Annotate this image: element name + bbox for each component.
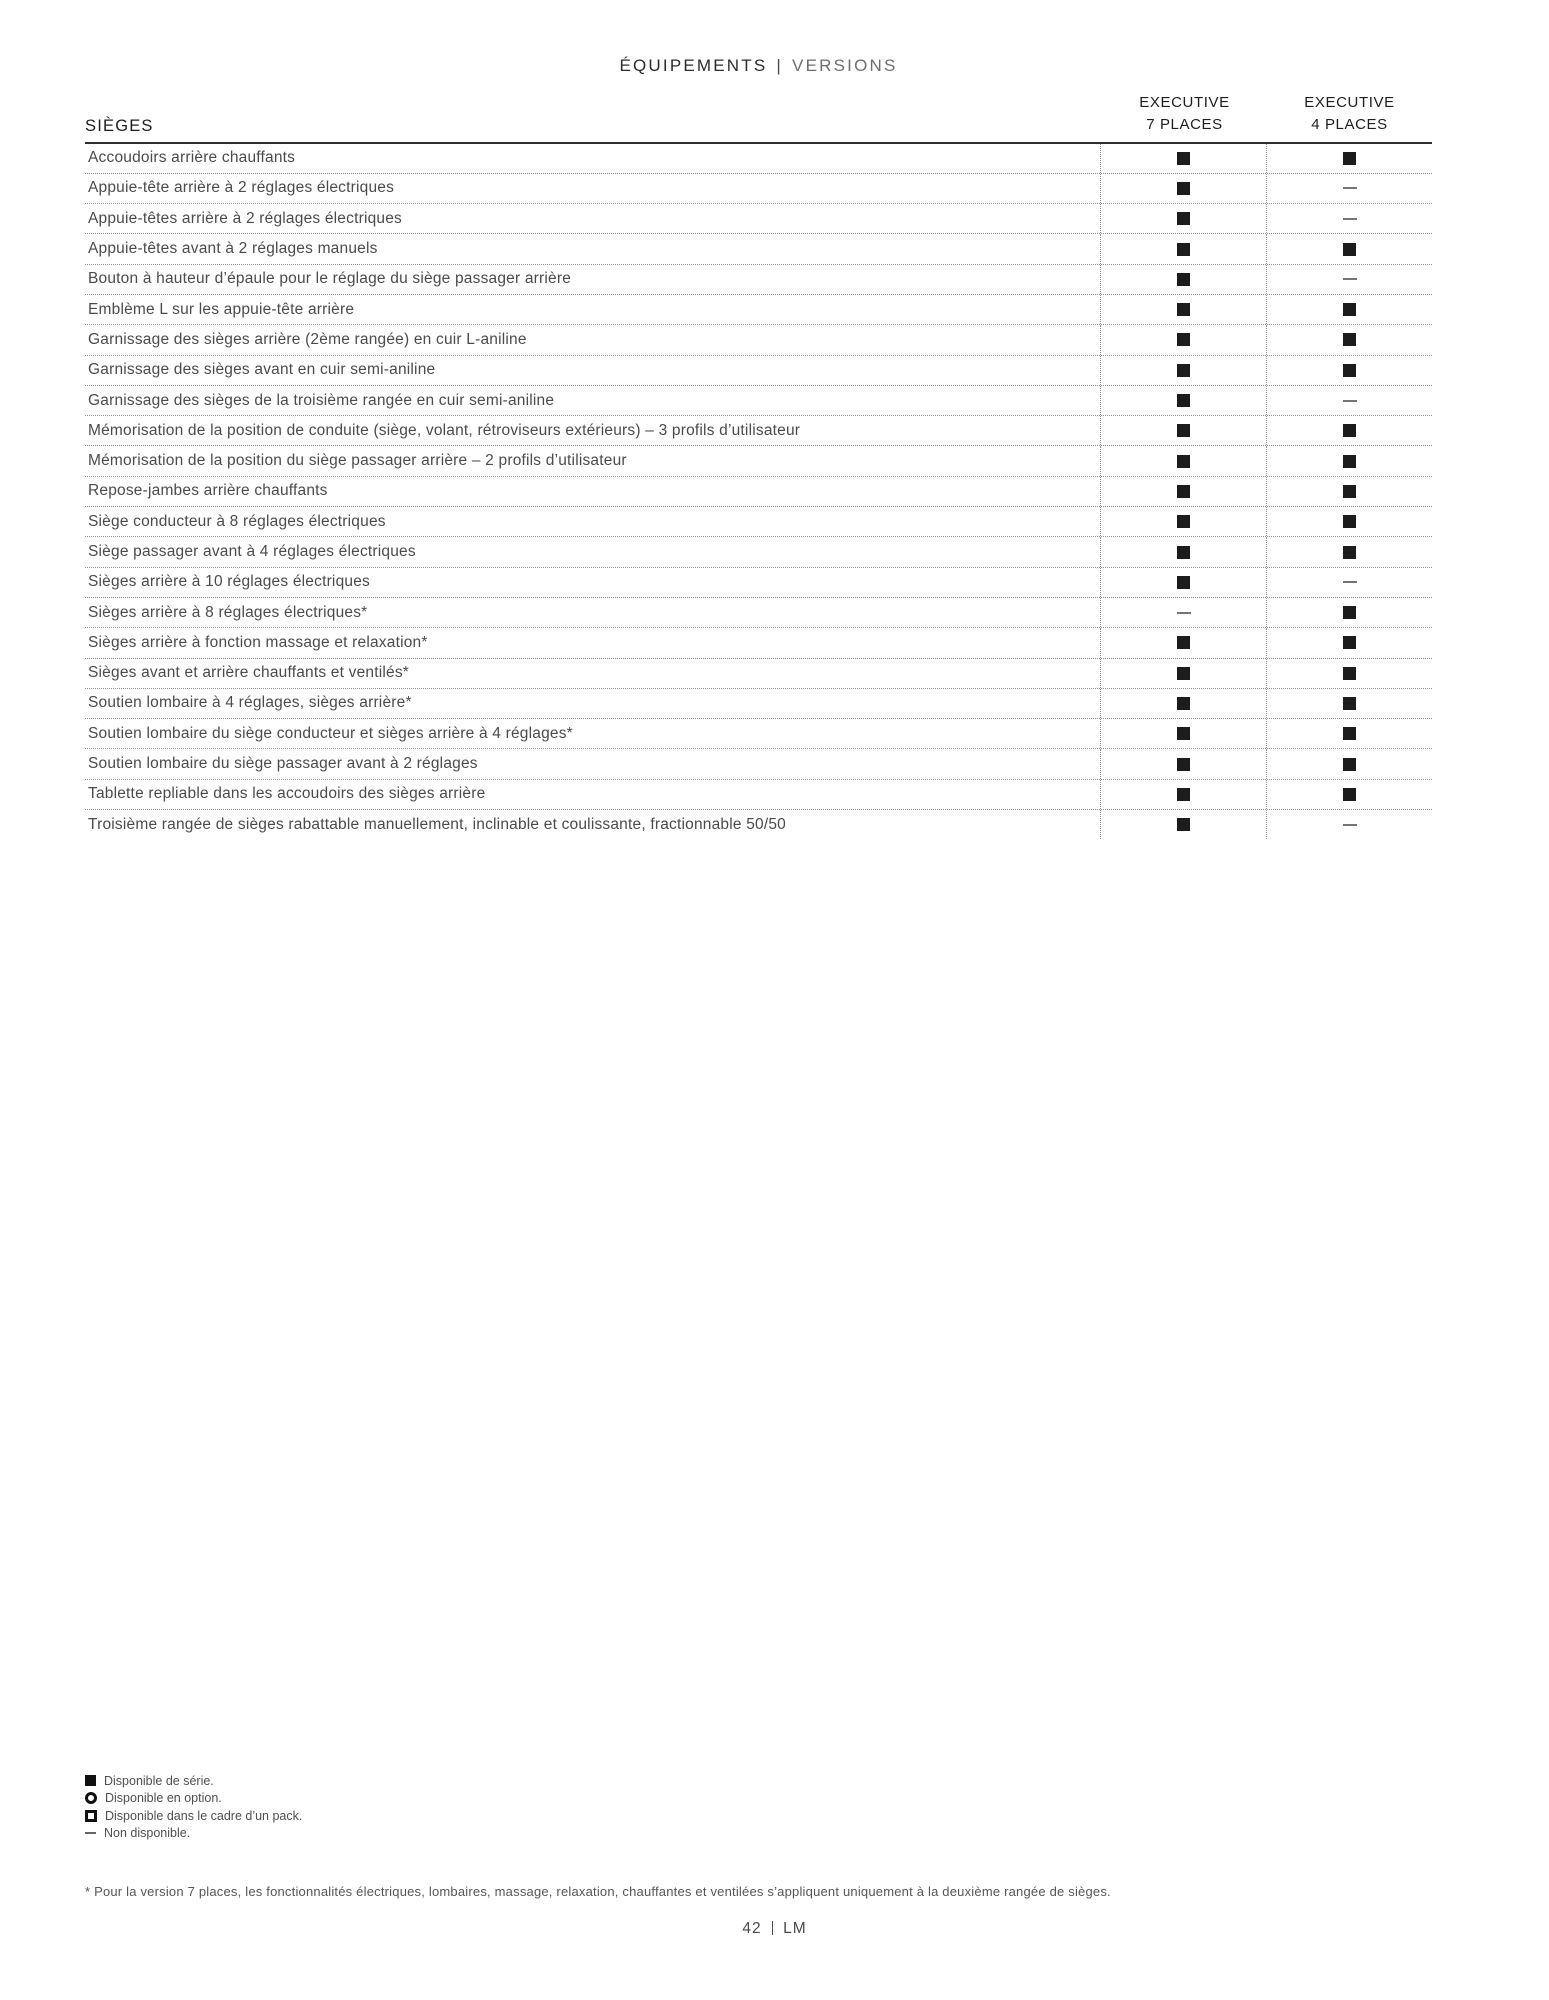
- legend-item: [85, 1807, 302, 1825]
- feature-label: Garnissage des sièges arrière (2ème rangée) en cuir L-aniline: [88, 330, 527, 348]
- feature-label: Repose-jambes arrière chauffants: [88, 482, 328, 500]
- table-row: [85, 780, 1432, 810]
- availability-cell-4-places: [1266, 416, 1432, 445]
- standard-equipment-icon: [1177, 182, 1190, 195]
- standard-equipment-icon: [1343, 758, 1356, 771]
- availability-cell-7-places: [1100, 598, 1266, 627]
- table-row: [85, 507, 1432, 537]
- not-available-icon: [1177, 612, 1191, 614]
- standard-equipment-icon: [1343, 333, 1356, 346]
- table-row: [85, 234, 1432, 264]
- availability-cell-4-places: [1266, 295, 1432, 324]
- feature-label: Troisième rangée de sièges rabattable manuellement, inclinable et coulissante, fractionnable 50/50: [88, 815, 786, 833]
- availability-cell-4-places: [1266, 446, 1432, 475]
- availability-cell-7-places: [1100, 144, 1266, 173]
- standard-equipment-icon: [1343, 515, 1356, 528]
- standard-equipment-icon: [1177, 394, 1190, 407]
- standard-equipment-icon: [1177, 424, 1190, 437]
- feature-label: Garnissage des sièges de la troisième rangée en cuir semi-aniline: [88, 391, 555, 409]
- availability-cell-7-places: [1100, 477, 1266, 506]
- standard-equipment-icon: [1177, 758, 1190, 771]
- page-title-secondary: VERSIONS: [792, 56, 898, 75]
- column-header-line2: 4 PLACES: [1311, 115, 1388, 133]
- availability-cell-4-places: [1266, 719, 1432, 748]
- availability-cell-7-places: [1100, 689, 1266, 718]
- availability-legend: [85, 1772, 302, 1842]
- table-row: [85, 537, 1432, 567]
- availability-cell-7-places: [1100, 416, 1266, 445]
- availability-cell-7-places: [1100, 749, 1266, 778]
- page-footer: [0, 1920, 1549, 1938]
- not-available-icon: [1343, 278, 1357, 280]
- table-row: [85, 446, 1432, 476]
- page-number: 42: [742, 1920, 762, 1937]
- page-title-separator: |: [776, 56, 784, 75]
- standard-equipment-icon: [1343, 636, 1356, 649]
- feature-label: Garnissage des sièges avant en cuir semi-aniline: [88, 361, 436, 379]
- table-row: [85, 144, 1432, 174]
- feature-label: Siège conducteur à 8 réglages électriques: [88, 512, 386, 530]
- feature-label: Sièges arrière à 8 réglages électriques*: [88, 603, 368, 621]
- column-header-line2: 7 PLACES: [1146, 115, 1223, 133]
- feature-label: Mémorisation de la position du siège passager arrière – 2 profils d’utilisateur: [88, 452, 627, 470]
- standard-equipment-icon: [1177, 243, 1190, 256]
- column-header-line1: EXECUTIVE: [1304, 94, 1395, 111]
- availability-cell-4-places: [1266, 689, 1432, 718]
- legend-label: Disponible de série.: [104, 1773, 214, 1788]
- standard-equipment-icon: [1343, 788, 1356, 801]
- standard-equipment-icon: [1177, 697, 1190, 710]
- availability-cell-7-places: [1100, 386, 1266, 415]
- feature-label: Sièges arrière à fonction massage et relaxation*: [88, 633, 428, 651]
- availability-cell-4-places: [1266, 477, 1432, 506]
- availability-cell-4-places: [1266, 749, 1432, 778]
- availability-cell-4-places: [1266, 598, 1432, 627]
- standard-equipment-icon: [1343, 727, 1356, 740]
- standard-equipment-icon: [1177, 636, 1190, 649]
- availability-cell-7-places: [1100, 234, 1266, 263]
- circle-icon: [85, 1792, 97, 1804]
- footnote: * Pour la version 7 places, les fonctionnalités électriques, lombaires, massage, relaxation, chauffantes et ventilées s’appliquent uniquement à la deuxième rangée de sièges.: [85, 1884, 1111, 1899]
- standard-equipment-icon: [1177, 515, 1190, 528]
- feature-label: Appuie-tête arrière à 2 réglages électriques: [88, 179, 395, 197]
- standard-equipment-icon: [1177, 455, 1190, 468]
- table-row: [85, 477, 1432, 507]
- feature-label: Bouton à hauteur d’épaule pour le réglage du siège passager arrière: [88, 270, 572, 288]
- page-title-primary: ÉQUIPEMENTS: [619, 56, 768, 75]
- table-row: [85, 295, 1432, 325]
- availability-cell-4-places: [1266, 325, 1432, 354]
- footer-separator-bar: [772, 1921, 774, 1935]
- availability-cell-4-places: [1266, 386, 1432, 415]
- table-row: [85, 568, 1432, 598]
- not-available-icon: [1343, 824, 1357, 826]
- table-row: [85, 628, 1432, 658]
- feature-label: Soutien lombaire à 4 réglages, sièges arrière*: [88, 694, 412, 712]
- table-row: [85, 598, 1432, 628]
- table-row: [85, 719, 1432, 749]
- standard-equipment-icon: [1177, 212, 1190, 225]
- table-header: [85, 92, 1432, 144]
- availability-cell-4-places: [1266, 568, 1432, 597]
- availability-cell-4-places: [1266, 810, 1432, 839]
- availability-cell-4-places: [1266, 204, 1432, 233]
- table-row: [85, 174, 1432, 204]
- feature-label: Sièges arrière à 10 réglages électriques: [88, 573, 370, 591]
- page-title: [85, 56, 1432, 76]
- availability-cell-7-places: [1100, 780, 1266, 809]
- availability-cell-7-places: [1100, 204, 1266, 233]
- table-row: [85, 386, 1432, 416]
- standard-equipment-icon: [1343, 303, 1356, 316]
- standard-equipment-icon: [1177, 667, 1190, 680]
- availability-cell-7-places: [1100, 295, 1266, 324]
- open-square-icon: [85, 1810, 97, 1822]
- standard-equipment-icon: [1343, 546, 1356, 559]
- standard-equipment-icon: [1343, 243, 1356, 256]
- availability-cell-4-places: [1266, 659, 1432, 688]
- standard-equipment-icon: [1177, 273, 1190, 286]
- availability-cell-4-places: [1266, 174, 1432, 203]
- availability-cell-7-places: [1100, 568, 1266, 597]
- availability-cell-4-places: [1266, 780, 1432, 809]
- standard-equipment-icon: [1177, 788, 1190, 801]
- not-available-icon: [1343, 400, 1357, 402]
- feature-label: Tablette repliable dans les accoudoirs des sièges arrière: [88, 785, 486, 803]
- standard-equipment-icon: [1177, 485, 1190, 498]
- section-label: SIÈGES: [85, 116, 154, 135]
- legend-item: [85, 1790, 302, 1808]
- standard-equipment-icon: [1177, 546, 1190, 559]
- table-row: [85, 204, 1432, 234]
- availability-cell-7-places: [1100, 507, 1266, 536]
- table-row: [85, 749, 1432, 779]
- standard-equipment-icon: [1343, 697, 1356, 710]
- standard-equipment-icon: [1177, 364, 1190, 377]
- legend-item: [85, 1772, 302, 1790]
- availability-cell-7-places: [1100, 325, 1266, 354]
- availability-cell-4-places: [1266, 507, 1432, 536]
- availability-cell-4-places: [1266, 628, 1432, 657]
- feature-label: Accoudoirs arrière chauffants: [88, 149, 296, 167]
- table-row: [85, 810, 1432, 839]
- availability-cell-7-places: [1100, 174, 1266, 203]
- legend-label: Disponible en option.: [105, 1791, 222, 1806]
- table-row: [85, 416, 1432, 446]
- column-header-executive-7-places: [1102, 92, 1267, 136]
- availability-cell-7-places: [1100, 628, 1266, 657]
- legend-label: Non disponible.: [104, 1826, 191, 1841]
- dash-icon: [85, 1832, 96, 1834]
- standard-equipment-icon: [1177, 576, 1190, 589]
- feature-label: Soutien lombaire du siège passager avant à 2 réglages: [88, 755, 478, 773]
- standard-equipment-icon: [1343, 424, 1356, 437]
- not-available-icon: [1343, 187, 1357, 189]
- availability-cell-7-places: [1100, 446, 1266, 475]
- availability-cell-4-places: [1266, 265, 1432, 294]
- table-row: [85, 689, 1432, 719]
- availability-cell-4-places: [1266, 537, 1432, 566]
- table-row: [85, 265, 1432, 295]
- feature-label: Appuie-têtes avant à 2 réglages manuels: [88, 240, 378, 258]
- availability-cell-7-places: [1100, 356, 1266, 385]
- standard-equipment-icon: [1343, 152, 1356, 165]
- availability-cell-4-places: [1266, 356, 1432, 385]
- feature-label: Mémorisation de la position de conduite (siège, volant, rétroviseurs extérieurs) – 3 profils d’utilisateur: [88, 421, 801, 439]
- features-table-body: [85, 144, 1432, 840]
- feature-label: Soutien lombaire du siège conducteur et sièges arrière à 4 réglages*: [88, 724, 573, 742]
- availability-cell-7-places: [1100, 659, 1266, 688]
- feature-label: Sièges avant et arrière chauffants et ventilés*: [88, 664, 410, 682]
- feature-label: Emblème L sur les appuie-tête arrière: [88, 300, 355, 318]
- standard-equipment-icon: [1177, 818, 1190, 831]
- availability-cell-7-places: [1100, 810, 1266, 839]
- table-row: [85, 659, 1432, 689]
- availability-cell-4-places: [1266, 144, 1432, 173]
- column-header-line1: EXECUTIVE: [1139, 94, 1230, 111]
- standard-equipment-icon: [1177, 152, 1190, 165]
- availability-cell-4-places: [1266, 234, 1432, 263]
- availability-cell-7-places: [1100, 719, 1266, 748]
- table-row: [85, 325, 1432, 355]
- feature-label: Appuie-têtes arrière à 2 réglages électriques: [88, 209, 403, 227]
- filled-square-icon: [85, 1775, 96, 1786]
- legend-label: Disponible dans le cadre d’un pack.: [105, 1808, 303, 1823]
- legend-item: [85, 1825, 302, 1843]
- table-row: [85, 356, 1432, 386]
- model-code: LM: [783, 1920, 807, 1937]
- feature-label: Siège passager avant à 4 réglages électriques: [88, 543, 416, 560]
- standard-equipment-icon: [1343, 667, 1356, 680]
- standard-equipment-icon: [1343, 455, 1356, 468]
- standard-equipment-icon: [1177, 303, 1190, 316]
- availability-cell-7-places: [1100, 265, 1266, 294]
- equipment-table-section: [85, 56, 1432, 839]
- standard-equipment-icon: [1343, 485, 1356, 498]
- standard-equipment-icon: [1343, 364, 1356, 377]
- standard-equipment-icon: [1177, 727, 1190, 740]
- standard-equipment-icon: [1177, 333, 1190, 346]
- not-available-icon: [1343, 581, 1357, 583]
- column-header-executive-4-places: [1267, 92, 1432, 136]
- not-available-icon: [1343, 218, 1357, 220]
- standard-equipment-icon: [1343, 606, 1356, 619]
- availability-cell-7-places: [1100, 537, 1266, 566]
